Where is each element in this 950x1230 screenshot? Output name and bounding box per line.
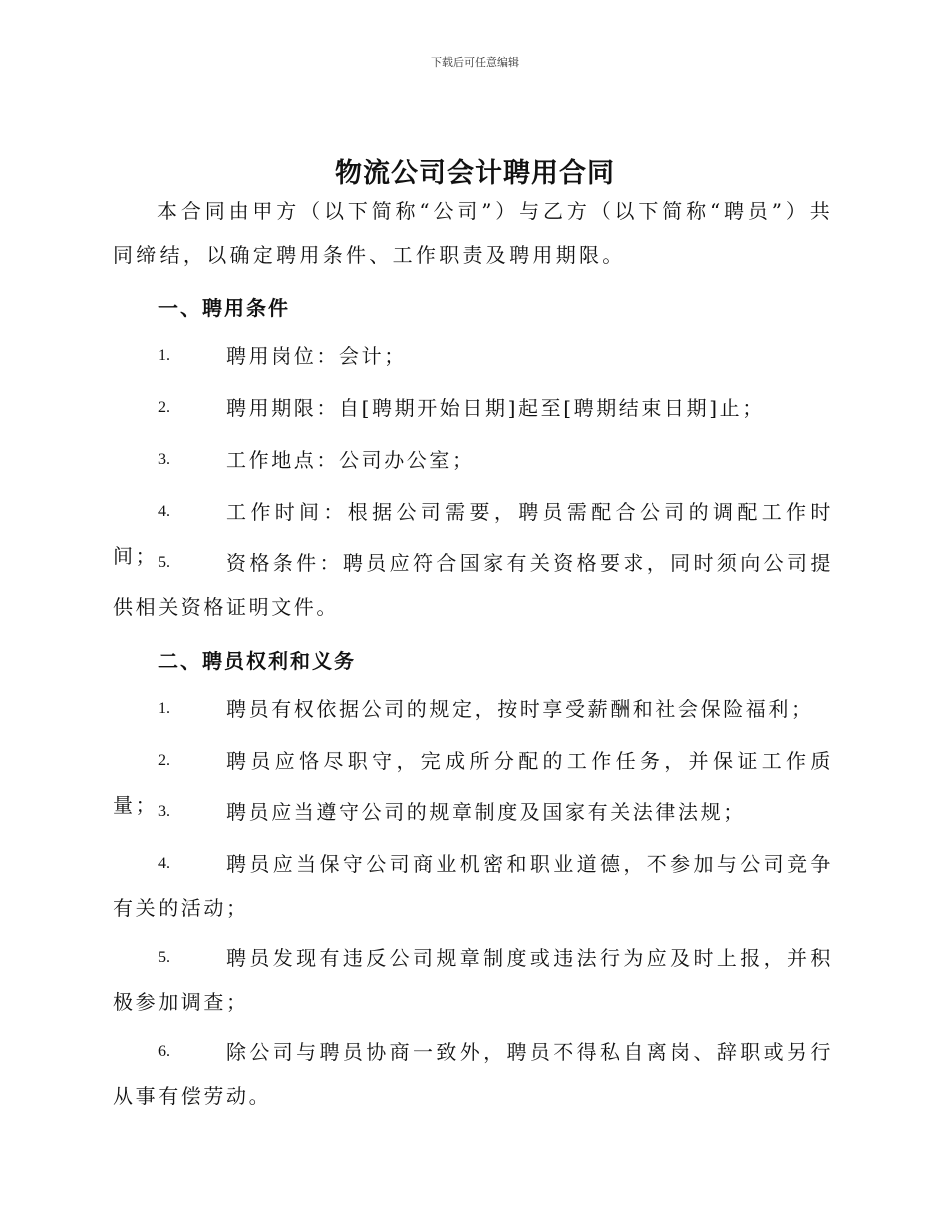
- section-heading-1: 一、聘用条件: [158, 296, 290, 320]
- intro-paragraph: 本合同由甲方（以下简称“公司”）与乙方（以下简称“聘员”）共同缔结，以确定聘用条件、工作职责及聘用期限。: [113, 199, 833, 267]
- item-number: 1.: [158, 700, 170, 717]
- item-text: 聘用期限：自[聘期开始日期]起至[聘期结束日期]止；: [226, 396, 765, 420]
- list-item: [113, 936, 833, 1024]
- section-heading-2: 二、聘员权利和义务: [158, 649, 356, 673]
- list-item: [113, 842, 833, 930]
- list-item: [113, 790, 833, 834]
- list-item: [113, 541, 833, 629]
- item-number: 1.: [158, 347, 170, 364]
- item-number: 6.: [158, 1043, 170, 1060]
- document-title: 物流公司会计聘用合同: [335, 158, 615, 189]
- item-text: 聘员有权依据公司的规定，按时享受薪酬和社会保险福利；: [226, 697, 814, 721]
- item-number: 3.: [158, 803, 170, 820]
- list-item: [113, 1030, 833, 1118]
- list-item: [113, 438, 833, 482]
- header-note: 下载后可任意编辑: [431, 56, 519, 69]
- list-item: [113, 334, 833, 378]
- item-text: 聘员发现有违反公司规章制度或违法行为应及时上报，并积极参加调查；: [113, 946, 833, 1014]
- item-number: 4.: [158, 503, 170, 520]
- item-number: 5.: [158, 554, 170, 571]
- item-text: 资格条件：聘员应符合国家有关资格要求，同时须向公司提供相关资格证明文件。: [113, 551, 833, 619]
- list-item: [113, 386, 833, 430]
- item-number: 3.: [158, 451, 170, 468]
- item-text: 聘员应当保守公司商业机密和职业道德，不参加与公司竞争有关的活动；: [113, 852, 833, 920]
- item-text: 工作时间：根据公司需要，聘员需配合公司的调配工作时间；: [113, 500, 833, 568]
- item-text: 聘用岗位：会计；: [226, 344, 407, 368]
- item-number: 4.: [158, 855, 170, 872]
- item-text: 聘员应恪尽职守，完成所分配的工作任务，并保证工作质量；: [113, 749, 833, 817]
- item-text: 除公司与聘员协商一致外，聘员不得私自离岗、辞职或另行从事有偿劳动。: [113, 1040, 833, 1108]
- item-number: 2.: [158, 399, 170, 416]
- item-number: 5.: [158, 949, 170, 966]
- item-number: 2.: [158, 752, 170, 769]
- item-text: 聘员应当遵守公司的规章制度及国家有关法律法规；: [226, 800, 746, 824]
- item-text: 工作地点：公司办公室；: [226, 448, 475, 472]
- list-item: [113, 687, 833, 731]
